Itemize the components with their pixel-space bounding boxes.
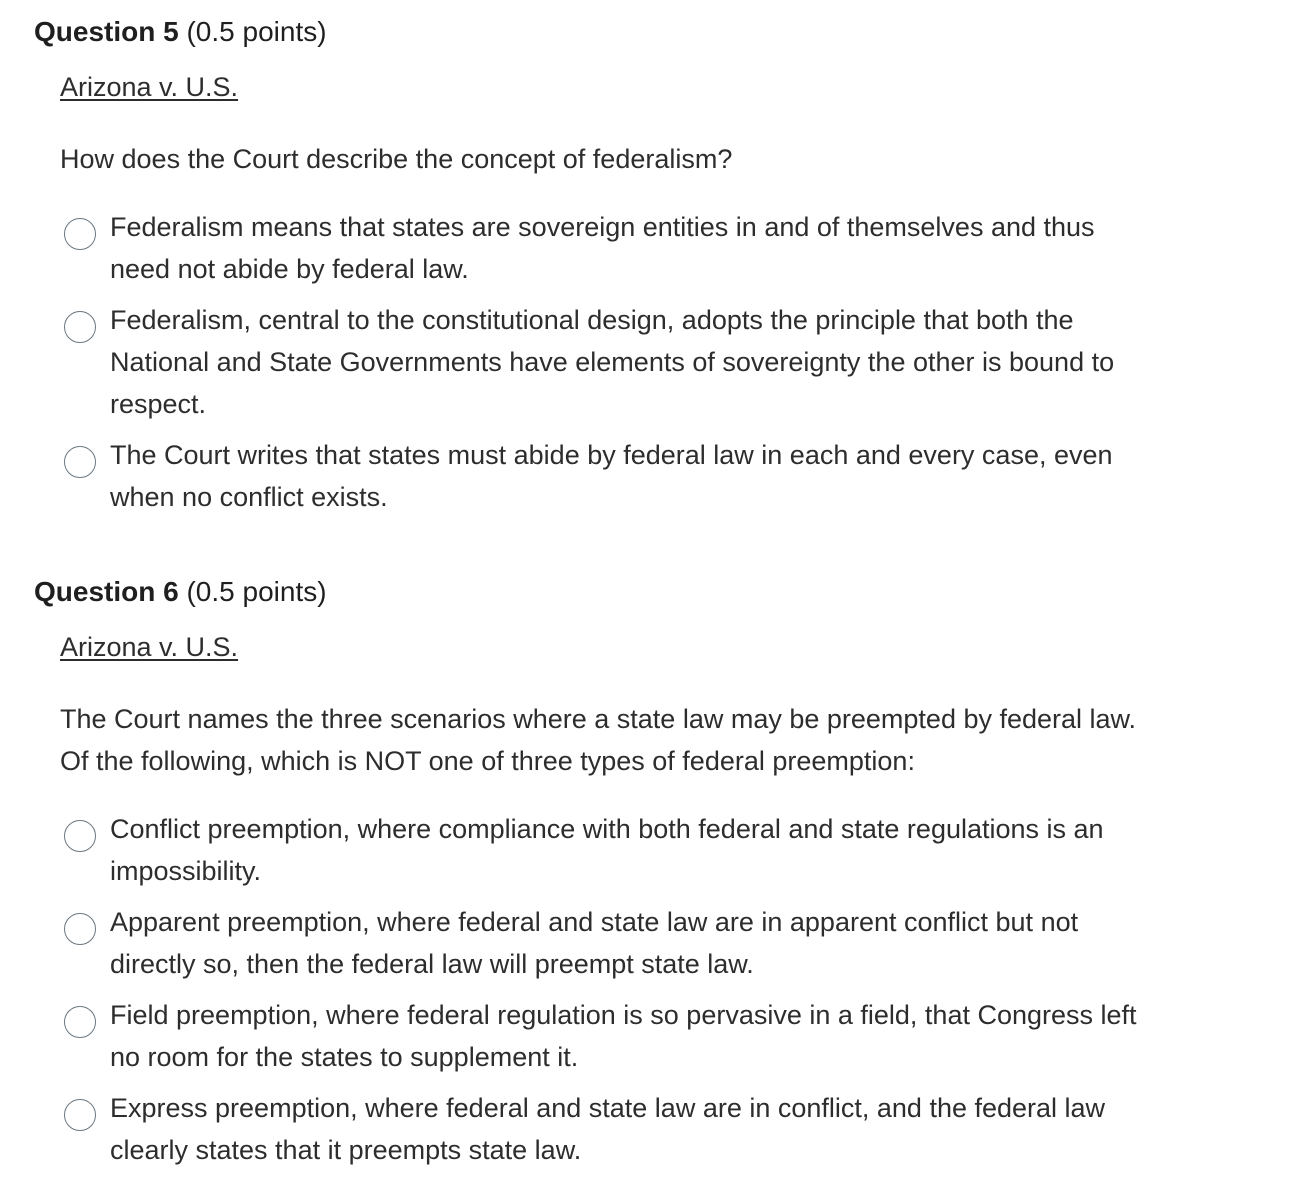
radio-button[interactable] (64, 446, 96, 478)
answer-option-label: Federalism, central to the constitutional design, adopts the principle that both the National and State Governments have elements of sovereignty the other is bound to respect. (110, 305, 1115, 419)
answer-option[interactable] (64, 808, 1264, 892)
radio-button[interactable] (64, 913, 96, 945)
answer-options (64, 808, 1264, 1171)
answer-option-label: Apparent preemption, where federal and state law are in apparent conflict but not directly so, then the federal law will preempt state law. (110, 907, 1079, 979)
question-header (34, 572, 1264, 612)
answer-option[interactable] (64, 206, 1264, 290)
question-5 (34, 12, 1264, 534)
question-points: (0.5 points) (186, 576, 327, 607)
radio-button[interactable] (64, 218, 96, 250)
question-prompt: How does the Court describe the concept of federalism? (60, 144, 733, 174)
answer-option[interactable] (64, 994, 1264, 1078)
radio-button[interactable] (64, 820, 96, 852)
question-points: (0.5 points) (186, 16, 327, 47)
answer-option-label: Express preemption, where federal and state law are in conflict, and the federal law clearly states that it preempts state law. (110, 1093, 1106, 1165)
answer-option-label: Field preemption, where federal regulation is so pervasive in a field, that Congress left no room for the states to supplement it. (110, 1000, 1137, 1072)
case-link[interactable]: Arizona v. U.S. (60, 632, 239, 662)
case-link[interactable]: Arizona v. U.S. (60, 72, 239, 102)
answer-option-label: Federalism means that states are sovereign entities in and of themselves and thus need not abide by federal law. (110, 212, 1095, 284)
question-title: Question 6 (34, 576, 179, 607)
question-prompt: The Court names the three scenarios where a state law may be preempted by federal law. Of the following, which is NOT one of three types of federal preemption: (60, 704, 1137, 776)
radio-button[interactable] (64, 1006, 96, 1038)
question-6 (34, 572, 1264, 1187)
answer-option[interactable] (64, 299, 1264, 425)
answer-option[interactable] (64, 1087, 1264, 1171)
question-title: Question 5 (34, 16, 179, 47)
radio-button[interactable] (64, 311, 96, 343)
question-header (34, 12, 1264, 52)
radio-button[interactable] (64, 1099, 96, 1131)
answer-options (64, 206, 1264, 518)
answer-option[interactable] (64, 901, 1264, 985)
answer-option[interactable] (64, 434, 1264, 518)
answer-option-label: Conflict preemption, where compliance with both federal and state regulations is an impossibility. (110, 814, 1104, 886)
answer-option-label: The Court writes that states must abide by federal law in each and every case, even when no conflict exists. (110, 440, 1113, 512)
